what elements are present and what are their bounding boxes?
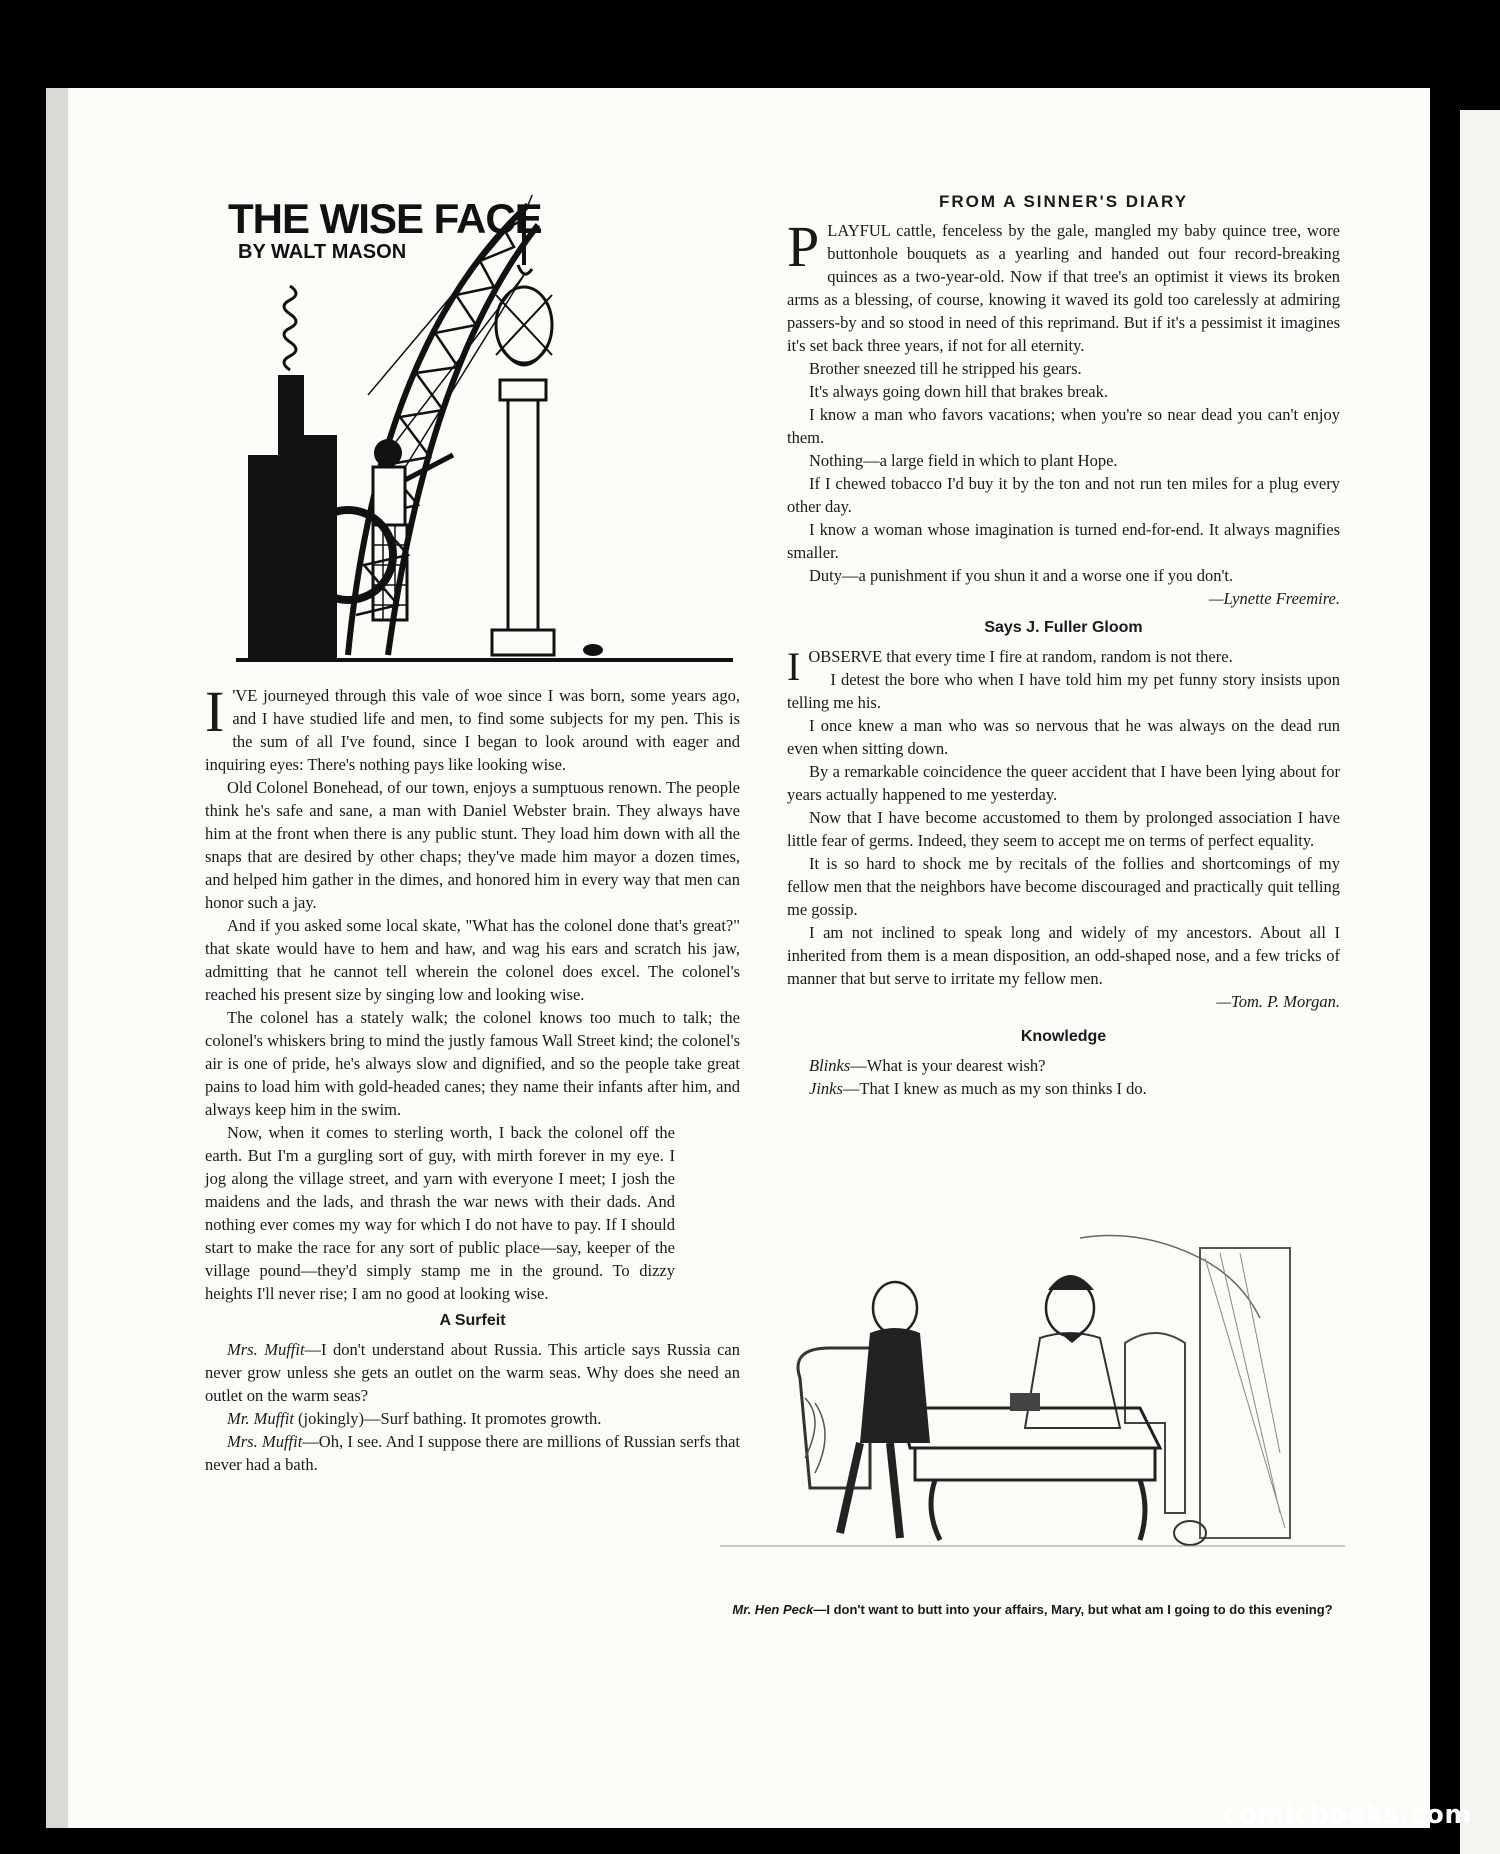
book-spine xyxy=(1430,80,1460,1854)
section-heading-surfeit: A Surfeit xyxy=(439,1312,506,1329)
poem-paragraph: Old Colonel Bonehead, of our town, enjoys a sumptuous renown. The people think he's safe and sane, a man with Daniel Webster brain. They always have him at the front when there is any public stunt. They load him down with all the snaps that are desired by other chaps; they've made him mayor a dozen times, and helped him gather in the dimes, and honored him in every way that men can honor such a jay. xyxy=(205,778,740,912)
dialogue-line: Mrs. Muffit—Oh, I see. And I suppose there are millions of Russian serfs that never had a bath. xyxy=(205,1432,740,1474)
gloom-paragraph: IOBSERVE that every time I fire at random, random is not there. xyxy=(787,644,1233,689)
section-heading-gloom: Says J. Fuller Gloom xyxy=(984,619,1143,636)
diary-item: I know a woman whose imagination is turned end-for-end. It always magnifies smaller. xyxy=(787,520,1340,562)
cartoon-caption: Mr. Hen Peck—I don't want to butt into your affairs, Mary, but what am I going to do this evening? xyxy=(732,1602,1333,1617)
left-column xyxy=(205,679,741,1476)
dialogue-line: Mrs. Muffit—I don't understand about Russia. This article says Russia can never grow unless she gets an outlet on the warm seas. Why does she need an outlet on the warm seas? xyxy=(205,1340,741,1405)
dialogue-line: Blinks—What is your dearest wish? xyxy=(809,1056,1046,1075)
diary-item: Nothing—a large field in which to plant Hope. xyxy=(809,451,1118,470)
diary-item: Brother sneezed till he stripped his gears. xyxy=(809,359,1082,378)
drop-cap: I xyxy=(787,644,801,689)
crane-bust-drawing xyxy=(228,195,740,665)
diary-item: Duty—a punishment if you shun it and a worse one if you don't. xyxy=(809,566,1234,585)
section-heading-knowledge: Knowledge xyxy=(1020,1028,1107,1045)
hen-peck-cartoon xyxy=(720,1228,1345,1558)
caption-speaker: Mr. Hen Peck xyxy=(732,1602,814,1617)
next-page-edge xyxy=(1460,110,1500,1854)
cartoon-drawing xyxy=(720,1228,1345,1558)
gloom-item: It is so hard to shock me by recitals of the follies and shortcomings of my fellow men that the neighbors have become discouraged and practically quit telling me gossip. xyxy=(787,854,1340,919)
diary-item: I know a man who favors vacations; when you're so near dead you can't enjoy them. xyxy=(787,405,1340,447)
left-page-margin xyxy=(46,88,68,1828)
gloom-item: Now that I have become accustomed to them by prolonged association I have little fear of germs. Indeed, they seem to accept me on terms of perfect equality. xyxy=(787,808,1340,850)
diary-paragraph: PLAYFUL cattle, fenceless by the gale, mangled my baby quince tree, wore buttonhole bouquets as a yearling and handed out four record-breaking quinces as a two-year-old. Now if that tree's an optimist it views its broken arms as a blessing, of course, knowing it waved its gold too carelessly at admiring passers-by and so stood in need of this reprimand. But if it's a pessimist it imagines it's set back three years, if not for all eternity. xyxy=(787,214,1340,355)
section-heading-diary: FROM A SINNER'S DIARY xyxy=(938,192,1189,211)
gloom-item: I am not inclined to speak long and widely of my ancestors. About all I inherited from them is a mean disposition, an odd-shaped nose, and a few tricks of manner that but serve to irritate my fellow men. xyxy=(787,923,1340,988)
poem-paragraph: The colonel has a stately walk; the colonel knows too much to talk; the colonel's whiskers bring to mind the justly famous Wall Street kind; the colonel's air is one of pride, he's always slow and dignified, and so the people take great pains to load him with gold-headed canes; they name their infants after him, and always keep him in the swim. xyxy=(205,1008,740,1119)
drop-cap: I xyxy=(205,679,225,744)
poem-paragraph: I 'VE journeyed through this vale of woe since I was born, some years ago, and I have studied life and men, to find some subjects for my pen. This is the sum of all I've found, since I began to look around with eager and inquiring eyes: There's nothing pays like looking wise. xyxy=(205,679,740,774)
gloom-item: I detest the bore who when I have told him my pet funny story insists upon telling me his. xyxy=(787,670,1340,712)
article-byline: BY WALT MASON xyxy=(238,241,407,263)
diary-item: It's always going down hill that brakes break. xyxy=(809,382,1108,401)
poem-paragraph: Now, when it comes to sterling worth, I back the colonel off the earth. But I'm a gurgling sort of guy, with mirth forever in my eye. I jog along the village street, and yarn with everyone I meet; I josh the maidens and the lads, and thrash the war news with their dads. And nothing ever comes my way for which I do not have to pay. If I should start to make the race for any sort of public place—say, keeper of the village pound—they'd simply stamp me in the ground. To dizzy heights I'll never rise; I am no good at looking wise. xyxy=(205,1123,675,1303)
watermark-text: comicbooks.com xyxy=(1222,1800,1472,1830)
poem-paragraph: And if you asked some local skate, "What has the colonel done that's great?" that skate would have to hem and haw, and wag his ears and scratch his jaw, admitting that he cannot tell wherein the colonel does excel. The colonel's reached his present size by singing low and looking wise. xyxy=(205,916,740,1004)
drop-cap: P xyxy=(787,214,820,279)
diary-author: —Lynette Freemire. xyxy=(1208,589,1340,608)
right-column xyxy=(787,186,1340,1100)
gloom-author: —Tom. P. Morgan. xyxy=(1216,992,1340,1011)
gloom-item: By a remarkable coincidence the queer accident that I have been lying about for years actually happened to me yesterday. xyxy=(787,762,1340,804)
article-title: THE WISE FACE xyxy=(228,195,542,242)
dialogue-line: Jinks—That I knew as much as my son thinks I do. xyxy=(809,1079,1147,1098)
diary-item: If I chewed tobacco I'd buy it by the ton and not run ten miles for a plug every other day. xyxy=(787,474,1340,516)
gloom-item: I once knew a man who was so nervous that he was always on the dead run even when sitting down. xyxy=(787,716,1340,758)
dialogue-line: Mr. Muffit (jokingly)—Surf bathing. It promotes growth. xyxy=(227,1409,602,1428)
wise-face-illustration xyxy=(228,195,740,665)
